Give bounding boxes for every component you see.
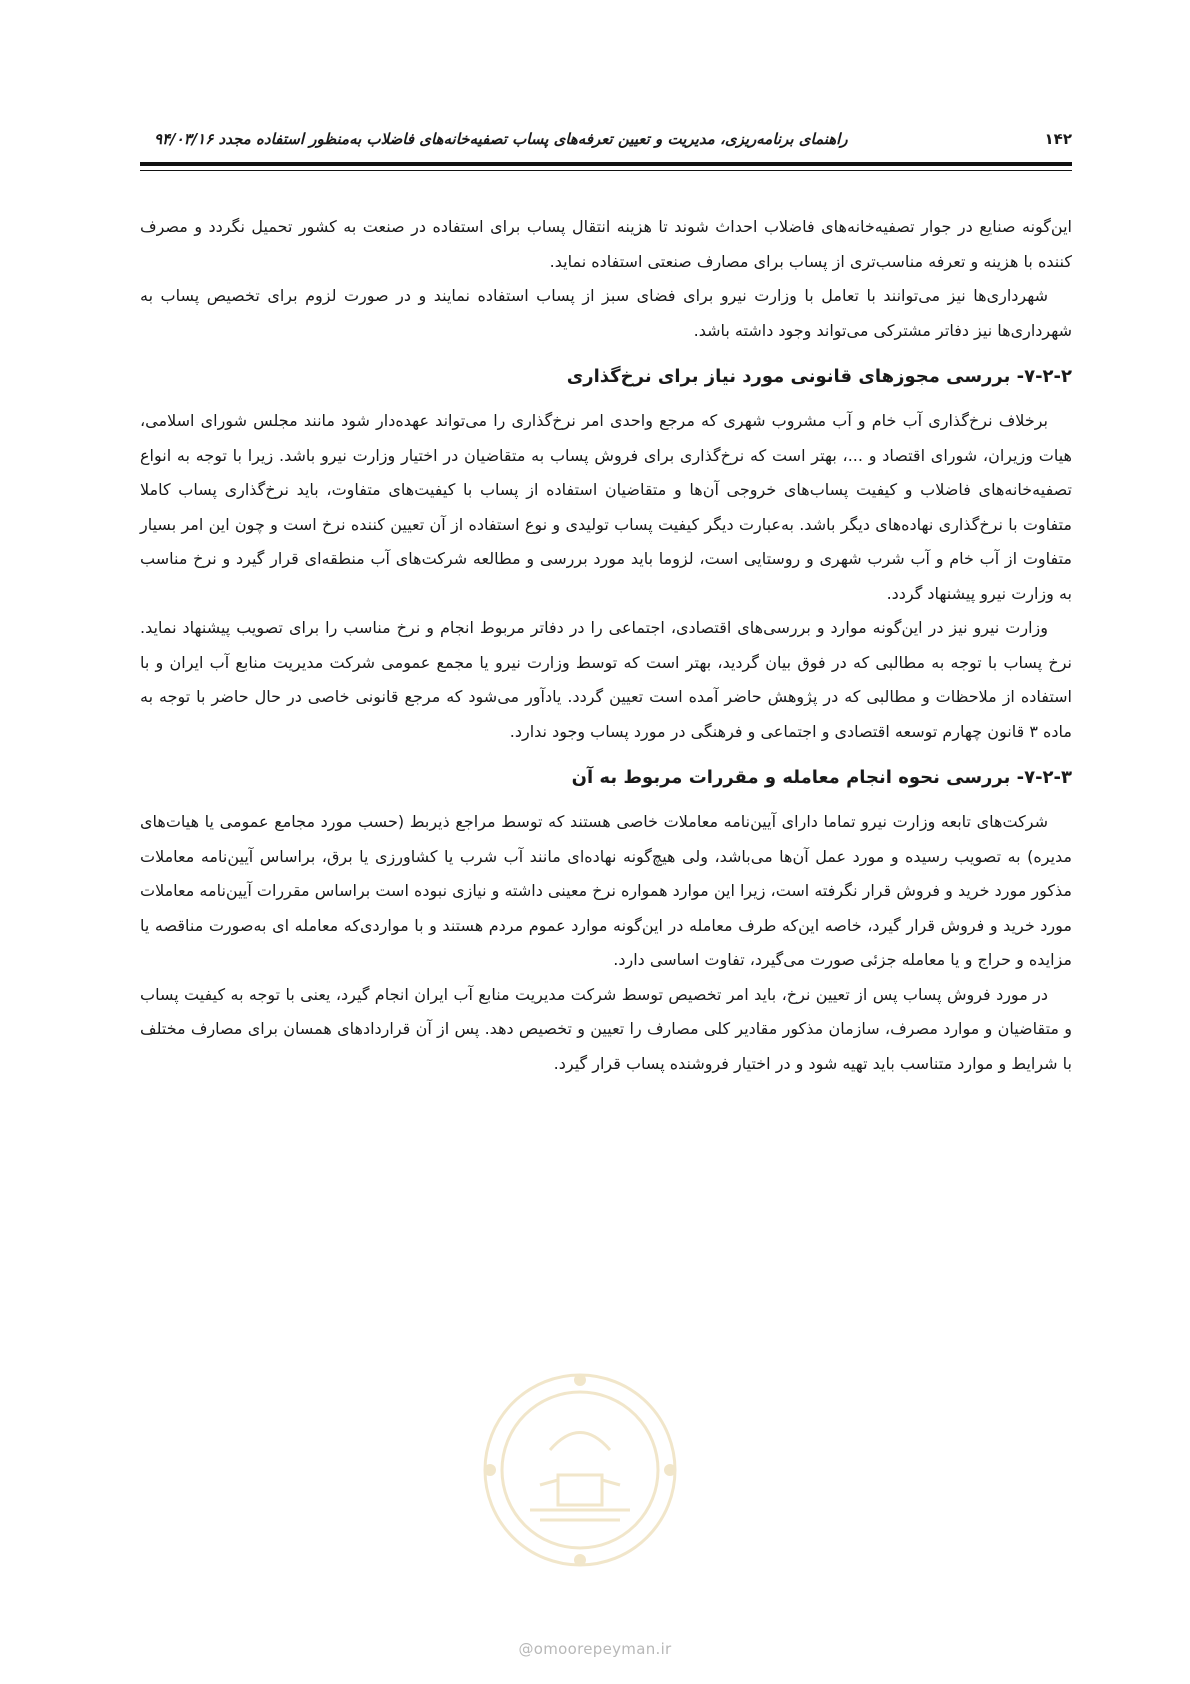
header-title: راهنمای برنامه‌ریزی، مدیریت و تعیین تعرفه‌های پساب تصفیه‌خانه‌های فاضلاب به‌منظور استفاده مجدد: [218, 130, 848, 148]
header-rule-thin: [140, 170, 1072, 171]
watermark-seal-logo: [470, 1360, 690, 1600]
section-heading: ۷-۲-۲- بررسی مجوزهای قانونی مورد نیاز برای نرخ‌گذاری: [566, 366, 1072, 387]
paragraph: برخلاف نرخ‌گذاری آب خام و آب مشروب شهری که مرجع واحدی امر نرخ‌گذاری را می‌تواند عهده‌دار شود مانند مجلس شورای اسلامی، هیات وزیران، شورای اقتصاد و ...، بهتر است که نرخ‌گذاری برای فروش پساب به متقاضیان در اختیار وزارت نیرو باشد. زیرا با توجه به انواع تصفیه‌خانه‌های فاضلاب و کیفیت پساب‌های خروجی آن‌ها و متقاضیان استفاده از پساب با کیفیت‌های متفاوت، باید نرخ‌گذاری پساب کاملا متفاوت با نرخ‌گذاری نهاده‌های دیگر باشد. به‌عبارت دیگر کیفیت پساب تولیدی و نوع استفاده از آن تعیین کننده نرخ است و چون این امر بسیار متفاوت از آب خام و آب شرب شهری و روستایی است، لزوما باید مورد بررسی و مطالعه شرکت‌های آب منطقه‌ای قرار گیرد و نرخ مناسب به وزارت نیرو پیشنهاد گردد.: [140, 411, 1072, 603]
paragraph: این‌گونه صنایع در جوار تصفیه‌خانه‌های فاضلاب احداث شوند تا هزینه انتقال پساب برای استفاده در صنعت به کشور تحمیل نگردد و مصرف کننده با هزینه و تعرفه مناسب‌تری از پساب برای مصارف صنعتی استفاده نماید.: [140, 217, 1072, 271]
running-title: [140, 130, 848, 148]
header-rule-thick: [140, 162, 1072, 166]
paragraph: وزارت نیرو نیز در این‌گونه موارد و بررسی‌های اقتصادی، اجتماعی را در دفاتر مربوط انجام و نرخ مناسب را برای تصویب پیشنهاد نماید. نرخ پساب با توجه به مطالبی که در فوق بیان گردید، بهتر است که توسط وزارت نیرو یا مجمع عمومی شرکت مدیریت منابع آب ایران و با استفاده از ملاحظات و مطالبی که در پژوهش حاضر آمده است تعیین گردد. یادآور می‌شود که مرجع قانونی خاصی در حال حاضر با توجه به ماده ۳ قانون چهارم توسعه اقتصادی و اجتماعی و فرهنگی در مورد پساب وجود ندارد.: [140, 618, 1072, 741]
body-text: [140, 210, 1072, 1081]
watermark-url: @omoorepeyman.ir: [518, 1640, 672, 1658]
paragraph: در مورد فروش پساب پس از تعیین نرخ، باید امر تخصیص توسط شرکت مدیریت منابع آب ایران انجام گیرد، یعنی با توجه به کیفیت پساب و متقاضیان و موارد مصرف، سازمان مذکور مقادیر کلی مصارف را تعیین و تخصیص دهد. پس از آن قراردادهای همسان برای مصارف مختلف با شرایط و موارد متناسب باید تهیه شود و در اختیار فروشنده پساب قرار گیرد.: [140, 984, 1072, 1073]
header-date: ۹۴/۰۳/۱۶: [154, 130, 214, 148]
section-heading: ۷-۲-۳- بررسی نحوه انجام معامله و مقررات مربوط به آن: [571, 767, 1072, 788]
page-number: ۱۴۲: [1044, 130, 1072, 148]
paragraph: شهرداری‌ها نیز می‌توانند با تعامل با وزارت نیرو برای فضای سبز از پساب استفاده نمایند و در صورت لزوم برای تخصیص پساب به شهرداری‌ها نیز دفاتر مشترکی می‌تواند وجود داشته باشد.: [140, 286, 1072, 340]
paragraph: شرکت‌های تابعه وزارت نیرو تماما دارای آیین‌نامه معاملات خاصی هستند که توسط مراجع ذیربط (حسب مورد مجامع عمومی یا هیات‌های مدیره) به تصویب رسیده و مورد عمل آن‌ها می‌باشد، ولی هیچ‌گونه نهاده‌ای مانند آب شرب یا کشاورزی یا برق، براساس آیین‌نامه معاملات مذکور مورد خرید و فروش قرار نگرفته است، زیرا این موارد همواره نرخ معینی داشته و نیازی نبوده است براساس مقررات آیین‌نامه معاملات مورد خرید و فروش قرار گیرد، خاصه این‌که طرف معامله در این‌گونه موارد عموم مردم هستند و با مواردی‌که معامله ای به‌صورت مناقصه یا مزایده و حراج و یا معامله جزئی صورت می‌گیرد، تفاوت اساسی دارد.: [140, 812, 1072, 969]
page-header: [140, 128, 1072, 152]
